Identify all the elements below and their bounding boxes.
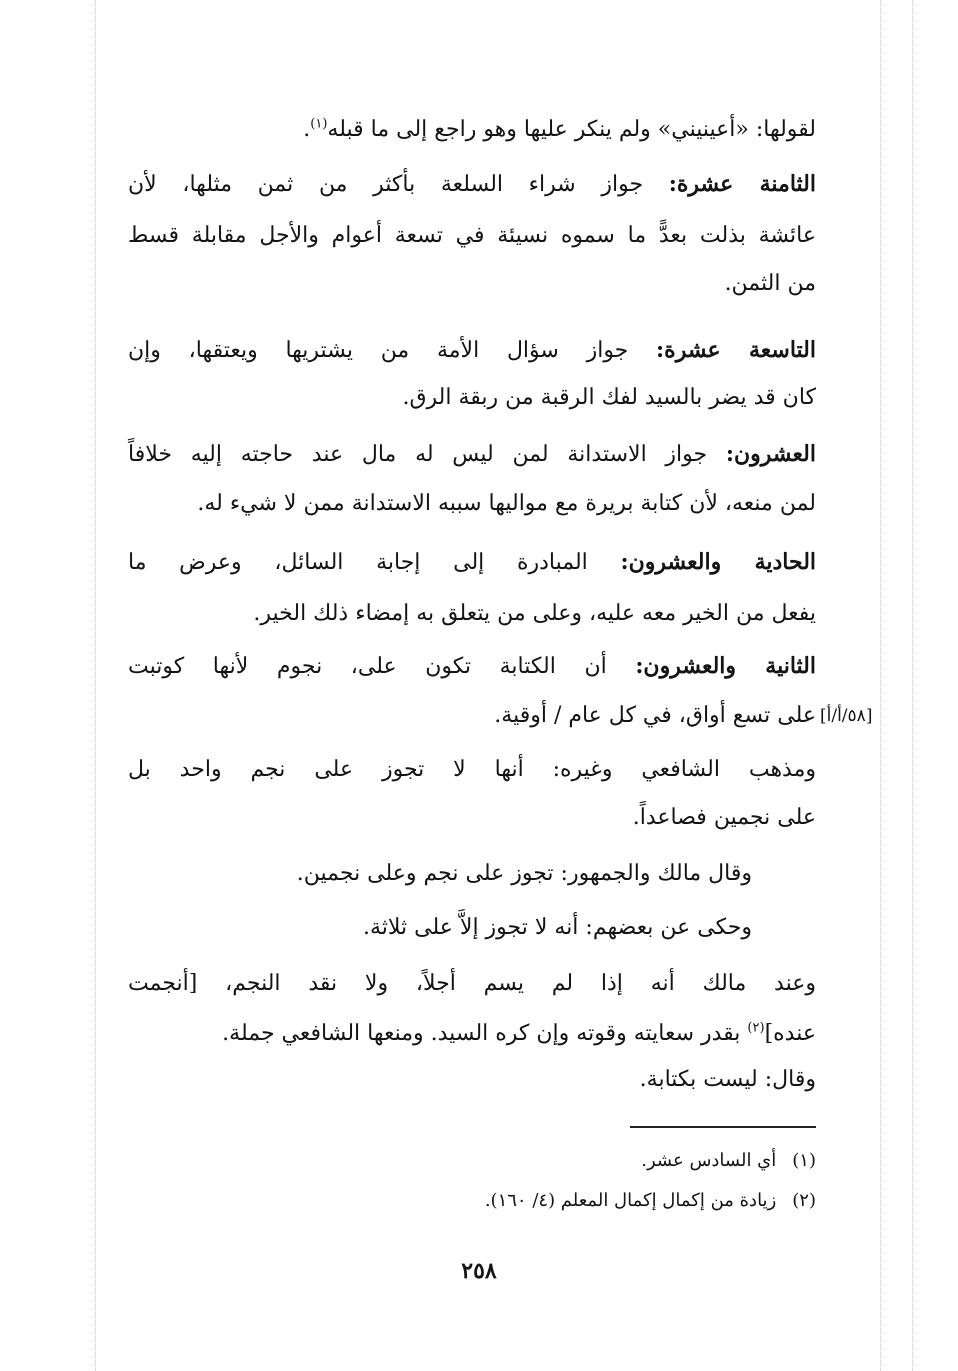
p7-line-1: ومذهب الشافعي وغيره: أنها لا تجوز على نجم واحد بل (128, 757, 816, 782)
p1-text: لقولها: «أعينيني» ولم ينكر عليها وهو راجع إلى ما قبله (327, 117, 816, 142)
text-line (128, 332, 816, 368)
p5-line-1: المبادرة إلى إجابة السائل، وعرض ما (128, 550, 588, 575)
footnote-number: (١) (792, 1150, 816, 1171)
footnote-ref: (١) (310, 116, 328, 132)
paragraph-heading: العشرون: (725, 441, 816, 467)
scan-guide-line (95, 0, 96, 1371)
footnote-ref: (٢) (747, 1020, 765, 1036)
footnote-text: زيادة من إكمال إكمال المعلم (٤/ ١٦٠). (484, 1190, 777, 1211)
p2-line-1: جواز شراء السلعة بأكثر من ثمن مثلها، لأن (128, 172, 644, 197)
text-line (128, 752, 816, 788)
text-line (494, 698, 816, 734)
footnote (641, 1146, 816, 1176)
p10-line-2b: بقدر سعايته وقوته وإن كره السيد. ومنعها الشافعي جملة. (222, 1021, 741, 1046)
p9-text: وحكى عن بعضهم: أنه لا تجوز إلاَّ على ثلاثة. (363, 915, 752, 940)
text-line (128, 166, 816, 202)
paragraph-heading: الحادية والعشرون: (620, 549, 817, 575)
text-line (640, 1062, 816, 1098)
text-line (303, 112, 816, 148)
scan-guide-line (880, 0, 881, 1371)
paragraph-heading: الثانية والعشرون: (635, 653, 817, 679)
p10-line-1: وعند مالك أنه إذا لم يسم أجلاً، ولا نقد النجم، [أنجمت (128, 971, 816, 996)
text-line (633, 800, 816, 836)
p3-line-2: كان قد يضر بالسيد لفك الرقبة من ربقة الرق. (402, 385, 816, 410)
scan-guide-line (912, 0, 913, 1371)
p7-line-2: على نجمين فصاعداً. (632, 805, 816, 830)
footnote-text: أي السادس عشر. (641, 1150, 777, 1171)
p8-text: وقال مالك والجمهور: تجوز على نجم وعلى نجمين. (296, 861, 752, 886)
text-line (197, 486, 816, 522)
paragraph-heading: الثامنة عشرة: (668, 171, 816, 197)
page-number: ٢٥٨ (461, 1258, 497, 1284)
p4-line-2: لمن منعه، لأن كتابة بريرة مع مواليها سببه الاستدانة ممن لا شيء له. (197, 491, 816, 516)
p10-line-2a: عنده] (764, 1021, 816, 1046)
p6-line-1: أن الكتابة تكون على، نجوم لأنها كوتبت (128, 654, 607, 679)
text-line (128, 544, 816, 580)
text-line (297, 856, 752, 892)
margin-folio-note: [٥٨/أ/أ] (820, 706, 873, 726)
text-line (402, 380, 816, 416)
text-line (253, 596, 816, 632)
text-line (725, 266, 816, 302)
p4-line-1: جواز الاستدانة لمن ليس له مال عند حاجته إليه خلافاً (128, 442, 708, 467)
p1-end: . (303, 117, 311, 142)
p2-line-2: عائشة بذلت بعدًّ ما سموه نسيئة في تسعة أعوام والأجل مقابلة قسط (128, 223, 816, 248)
p3-line-1: جواز سؤال الأمة من يشتريها ويعتقها، وإن (128, 338, 629, 363)
footnote (485, 1186, 816, 1216)
p5-line-2: يفعل من الخير معه عليه، وعلى من يتعلق به إمضاء ذلك الخير. (253, 601, 816, 626)
text-line (363, 910, 752, 946)
p10-line-3: وقال: ليست بكتابة. (639, 1067, 816, 1092)
text-line (128, 648, 816, 684)
text-line (128, 218, 816, 254)
paragraph-heading: التاسعة عشرة: (656, 337, 816, 363)
text-line (222, 1016, 816, 1052)
text-line (128, 966, 816, 1002)
text-line (128, 436, 816, 472)
p2-line-3: من الثمن. (724, 271, 816, 296)
footnote-number: (٢) (792, 1190, 816, 1211)
p6-line-2: على تسع أواق، في كل عام / أوقية. (494, 703, 816, 728)
footnote-separator (630, 1126, 816, 1128)
